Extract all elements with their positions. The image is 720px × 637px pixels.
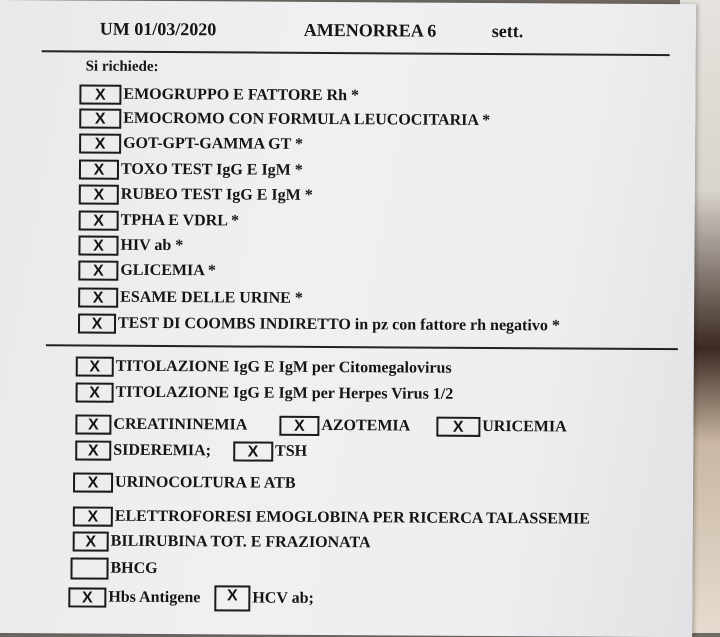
request-label: TSH [274,442,308,460]
checkbox[interactable]: X [75,440,111,460]
request-label: TEST DI COOMBS INDIRETTO in pz con fattore rh negativo * [117,314,560,335]
request-item [78,233,183,258]
checkbox[interactable]: X [79,210,119,230]
request-label: Hbs Antigene [108,588,201,607]
request-label: ELETTROFORESI EMOGLOBINA PER RICERCA TALASSEMIE [114,507,590,528]
checkbox[interactable]: X [68,587,106,607]
checkbox[interactable]: X [78,235,118,255]
weeks-unit: sett. [491,21,524,42]
request-item [78,311,560,338]
checkbox[interactable]: X [79,133,121,153]
request-label: TITOLAZIONE IgG E IgM per Herpes Virus 1/2 [115,383,454,403]
top-divider [42,50,670,56]
request-item-group [68,585,314,610]
checkbox[interactable]: X [73,472,113,492]
request-label: HIV ab * [120,236,184,255]
request-item-group [75,412,566,439]
request-item [79,208,240,233]
request-item [76,380,454,406]
checkbox[interactable]: X [79,159,119,179]
section-divider [46,344,678,350]
request-label: TPHA E VDRL * [120,211,240,230]
request-item [70,556,157,581]
request-label: EMOGRUPPO E FATTORE Rh * [123,85,360,105]
request-item [79,157,303,182]
request-label: URICEMIA [482,417,567,436]
request-item [76,354,452,380]
request-item [79,131,303,156]
request-item [73,529,371,555]
amenorrea-weeks: AMENORREA 6 [303,19,437,41]
request-item [79,182,313,207]
request-item [73,470,296,495]
request-label: SIDEREMIA; [113,441,212,460]
checkbox[interactable]: X [78,260,118,280]
checkbox[interactable]: X [233,441,273,461]
request-label: TOXO TEST IgG E IgM * [120,160,303,179]
visit-date: UM 01/03/2020 [99,18,217,40]
checkbox[interactable]: X [436,417,480,437]
checkbox[interactable]: X [79,84,121,104]
request-label: URINOCOLTURA E ATB [115,473,296,492]
request-label: CREATININEMIA [113,415,248,434]
request-label: EMOCROMO CON FORMULA LEUCOCITARIA * [123,109,491,129]
request-label: AZOTEMIA [321,416,411,435]
checkbox[interactable]: X [78,287,118,307]
request-item [79,106,490,133]
checkbox[interactable]: X [73,506,113,526]
checkbox[interactable]: X [214,585,250,611]
request-label: BILIRUBINA TOT. E FRAZIONATA [110,532,371,552]
checkbox[interactable]: X [76,356,114,376]
checkbox[interactable]: X [279,416,319,436]
request-item [79,82,359,108]
checkbox[interactable]: X [73,531,109,551]
request-label: BHCG [110,559,158,577]
checkbox[interactable]: X [78,313,116,333]
checkbox[interactable]: X [76,382,114,402]
request-item [78,258,216,283]
request-label: ESAME DELLE URINE * [120,288,303,307]
request-label: HCV ab; [252,589,314,607]
section-title: Si richiede: [85,58,159,75]
request-item-group [75,438,307,463]
request-label: TITOLAZIONE IgG E IgM per Citomegalovirus [115,357,452,377]
request-label: RUBEO TEST IgG E IgM * [120,185,313,204]
checkbox[interactable] [70,557,108,579]
checkbox[interactable]: X [75,414,111,434]
request-label: GOT-GPT-GAMMA GT * [123,134,304,153]
request-item [78,285,303,310]
checkbox[interactable]: X [79,108,121,128]
request-item [73,504,590,531]
checkbox[interactable]: X [79,184,119,204]
request-label: GLICEMIA * [120,261,216,280]
